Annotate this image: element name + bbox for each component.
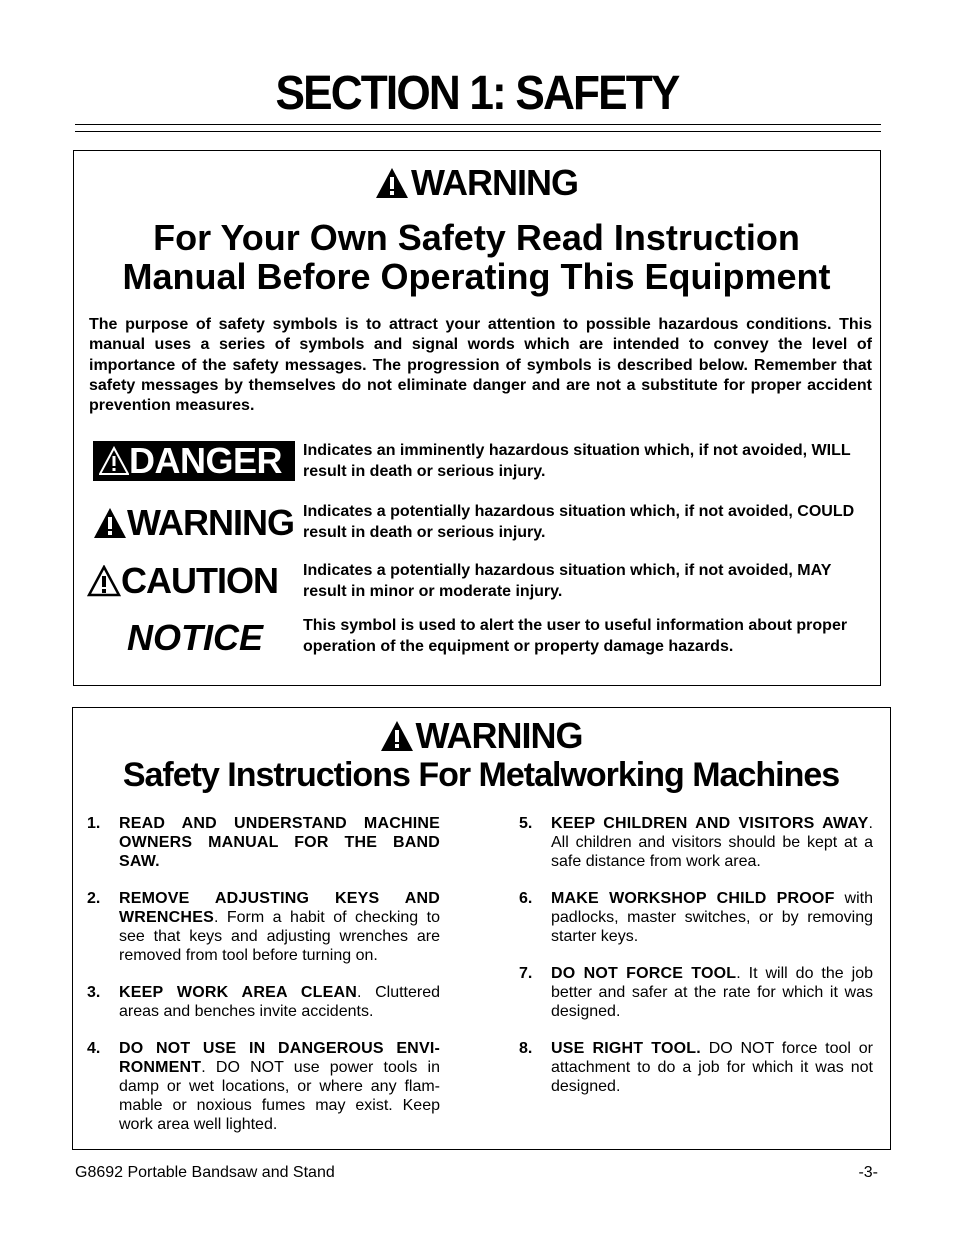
caution-description: Indicates a potentially hazardous situation which, if not avoided, MAY result in minor or moderate injury. bbox=[303, 562, 832, 600]
safety-instructions-box bbox=[72, 707, 891, 1150]
notice-description: This symbol is used to alert the user to useful information about proper operation of the equipment or property damage hazards. bbox=[303, 617, 848, 655]
list-item: 4. DO NOT USE IN DANGEROUS ENVI-RONMENT. DO NOT use power tools in damp or wet locations, or where any flam-mable or noxious fumes may exist. Keep work area well lighted. bbox=[87, 1040, 440, 1133]
title-rule-top bbox=[75, 124, 881, 125]
caution-signal bbox=[87, 561, 278, 601]
danger-badge bbox=[93, 441, 295, 481]
box2-warning-word: WARNING bbox=[415, 715, 583, 756]
warning-triangle-icon bbox=[380, 720, 414, 752]
warning-description: Indicates a potentially hazardous situation which, if not avoided, COULD result in death or serious injury. bbox=[303, 503, 855, 541]
box1-headline-line1: For Your Own Safety Read Instruction bbox=[153, 217, 800, 258]
warning-word: WARNING bbox=[127, 502, 294, 543]
warning-signal bbox=[93, 503, 294, 543]
box1-headline bbox=[74, 218, 879, 296]
danger-description: Indicates an imminently hazardous situation which, if not avoided, WILL result in death or serious injury. bbox=[303, 442, 851, 480]
box2-headline: Safety Instructions For Metalworking Machines bbox=[122, 756, 840, 794]
instructions-right-column bbox=[519, 814, 873, 1096]
box1-warning-header bbox=[74, 163, 879, 203]
warning-triangle-icon bbox=[93, 507, 127, 539]
list-item: 1. READ AND UNDERSTAND MACHINE OWNERS MANUAL FOR THE BAND SAW. bbox=[87, 815, 440, 870]
signal-words-box bbox=[73, 150, 881, 686]
list-item: 3. KEEP WORK AREA CLEAN. Cluttered areas and benches invite accidents. bbox=[87, 984, 441, 1020]
warning-triangle-icon bbox=[375, 167, 409, 199]
page-title: SECTION 1: SAFETY bbox=[275, 67, 679, 120]
list-item: 7. DO NOT FORCE TOOL. It will do the job better and safer at the rate for which it was designed. bbox=[519, 965, 873, 1020]
notice-word: NOTICE bbox=[127, 617, 264, 658]
box1-headline-line2: Manual Before Operating This Equipment bbox=[122, 256, 831, 297]
danger-word: DANGER bbox=[129, 440, 283, 481]
box2-warning-header bbox=[73, 716, 889, 756]
title-rule-bottom bbox=[75, 131, 881, 132]
footer-page-number: -3- bbox=[858, 1164, 878, 1181]
instructions-left-column bbox=[87, 814, 440, 1134]
caution-triangle-icon bbox=[87, 565, 121, 597]
box1-warning-word: WARNING bbox=[411, 162, 578, 203]
danger-triangle-icon bbox=[99, 446, 129, 476]
footer-manual-title: G8692 Portable Bandsaw and Stand bbox=[75, 1164, 335, 1181]
list-item: 2. REMOVE ADJUSTING KEYS AND WRENCHES. Form a habit of checking to see that keys and adjusting wrenches are removed from tool before turning on. bbox=[87, 890, 440, 964]
caution-word: CAUTION bbox=[121, 560, 278, 601]
list-item: 5. KEEP CHILDREN AND VISITORS AWAY. All children and visitors should be kept at a safe distance from work area. bbox=[519, 815, 873, 870]
list-item: 6. MAKE WORKSHOP CHILD PROOF with padlocks, master switches, or by removing starter keys. bbox=[519, 890, 873, 945]
box1-intro: The purpose of safety symbols is to attract your attention to possible hazardous conditions. This manual uses a series of symbols and signal words which are intended to convey the level of importance of the safety messages. The progression of symbols is described below. Remember that safety messages by themselves do not eliminate danger and are not a substitute for proper accident prevention measures. bbox=[89, 316, 872, 415]
list-item: 8. USE RIGHT TOOL. DO NOT force tool or attachment to do a job for which it was not designed. bbox=[519, 1040, 874, 1095]
